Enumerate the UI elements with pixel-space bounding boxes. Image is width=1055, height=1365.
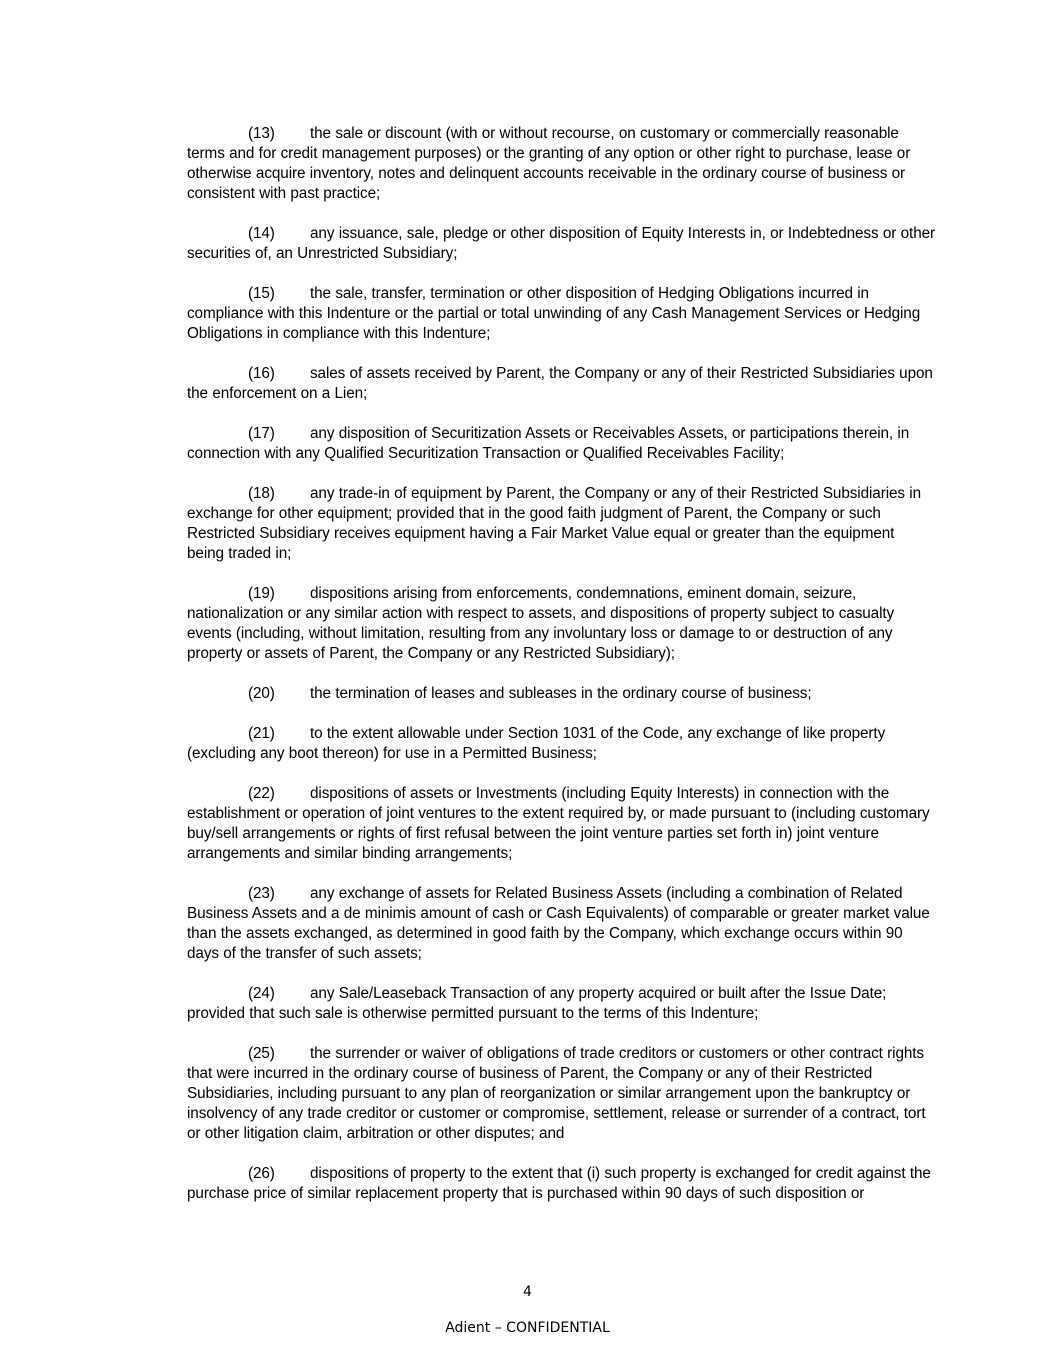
- clause-number: (24): [248, 985, 275, 1002]
- clause-14: [187, 224, 935, 264]
- clause-text: dispositions of property to the extent that (i) such property is exchanged for credit against the purchase price of similar replacement property that is purchased within 90 days of such disposition or: [187, 1165, 931, 1202]
- clause-text: the sale or discount (with or without recourse, on customary or commercially reasonable terms and for credit management purposes) or the granting of any option or other right to purchase, lease or otherwise acquire inventory, notes and delinquent accounts receivable in the ordinary course of business or consistent with past practice;: [187, 125, 911, 202]
- clause-number: (17): [248, 425, 275, 442]
- clause-number: (25): [248, 1045, 275, 1062]
- clause-text: any exchange of assets for Related Business Assets (including a combination of Related Business Assets and a de minimis amount of cash or Cash Equivalents) of comparable or greater market value than the assets exchanged, as determined in good faith by the Company, which exchange occurs within 90 days of the transfer of such assets;: [187, 885, 930, 962]
- clause-13: [187, 124, 935, 204]
- clause-text: the surrender or waiver of obligations of trade creditors or customers or other contract rights that were incurred in the ordinary course of business of Parent, the Company or any of their Restricted Subsidiaries, including pursuant to any plan of reorganization or similar arrangement upon the bankruptcy or insolvency of any trade creditor or customer or compromise, settlement, release or surrender of a contract, tort or other litigation claim, arbitration or other disputes; and: [187, 1045, 926, 1142]
- clause-text: the sale, transfer, termination or other disposition of Hedging Obligations incurred in compliance with this Indenture or the partial or total unwinding of any Cash Management Services or Hedging Obligations in compliance with this Indenture;: [187, 285, 921, 342]
- clause-23: [187, 884, 935, 964]
- clause-21: [187, 724, 935, 764]
- clause-text: dispositions of assets or Investments (including Equity Interests) in connection with the establishment or operation of joint ventures to the extent required by, or made pursuant to (including customary buy/sell arrangements or rights of first refusal between the joint venture parties set forth in) joint venture arrangements and similar binding arrangements;: [187, 785, 930, 862]
- clause-number: (13): [248, 125, 275, 142]
- clause-text: any trade-in of equipment by Parent, the Company or any of their Restricted Subsidiaries in exchange for other equipment; provided that in the good faith judgment of Parent, the Company or such Restricted Subsidiary receives equipment having a Fair Market Value equal or greater than the equipment being traded in;: [187, 485, 921, 562]
- clause-number: (22): [248, 785, 275, 802]
- clause-17: [187, 424, 935, 464]
- clause-text: dispositions arising from enforcements, condemnations, eminent domain, seizure, nationalization or any similar action with respect to assets, and dispositions of property subject to casualty events (including, without limitation, resulting from any involuntary loss or damage to or destruction of any property or assets of Parent, the Company or any Restricted Subsidiary);: [187, 585, 895, 662]
- page-number: 4: [523, 1284, 532, 1300]
- clause-number: (21): [248, 725, 275, 742]
- confidential-footer: Adient – CONFIDENTIAL: [445, 1320, 610, 1336]
- clause-number: (20): [248, 685, 275, 702]
- clause-19: [187, 584, 935, 664]
- clause-25: [187, 1044, 935, 1144]
- clause-number: (23): [248, 885, 275, 902]
- clause-number: (16): [248, 365, 275, 382]
- clause-26: [187, 1164, 935, 1204]
- clause-text: to the extent allowable under Section 1031 of the Code, any exchange of like property (excluding any boot thereon) for use in a Permitted Business;: [187, 725, 886, 762]
- clause-number: (18): [248, 485, 275, 502]
- clause-18: [187, 484, 935, 564]
- clause-20: [187, 684, 935, 704]
- clause-text: the termination of leases and subleases in the ordinary course of business;: [310, 685, 812, 702]
- clause-24: [187, 984, 935, 1024]
- clause-number: (26): [248, 1165, 275, 1182]
- clause-text: sales of assets received by Parent, the Company or any of their Restricted Subsidiaries upon the enforcement on a Lien;: [187, 365, 933, 402]
- clause-number: (14): [248, 225, 275, 242]
- clause-text: any issuance, sale, pledge or other disposition of Equity Interests in, or Indebtedness or other securities of, an Unrestricted Subsidiary;: [187, 225, 935, 262]
- clause-22: [187, 784, 935, 864]
- clause-number: (19): [248, 585, 275, 602]
- document-body: [187, 124, 935, 1224]
- clause-15: [187, 284, 935, 344]
- clause-16: [187, 364, 935, 404]
- clause-text: any disposition of Securitization Assets or Receivables Assets, or participations therein, in connection with any Qualified Securitization Transaction or Qualified Receivables Facility;: [187, 425, 910, 462]
- clause-number: (15): [248, 285, 275, 302]
- clause-text: any Sale/Leaseback Transaction of any property acquired or built after the Issue Date; provided that such sale is otherwise permitted pursuant to the terms of this Indenture;: [187, 985, 887, 1022]
